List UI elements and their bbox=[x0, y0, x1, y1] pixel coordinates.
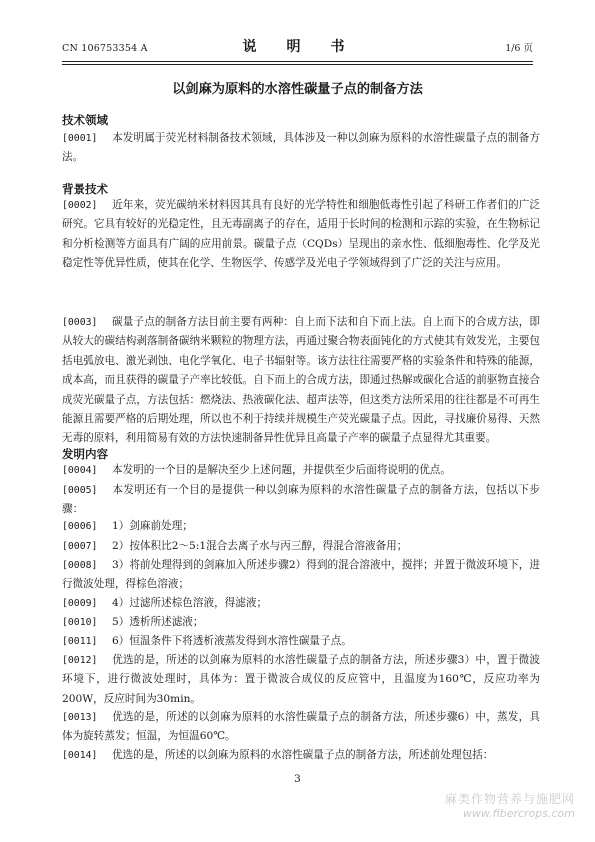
paragraph bbox=[62, 196, 540, 274]
paragraph-text: 本发明属于荧光材料制备技术领域，具体涉及一种以剑麻为原料的水溶性碳量子点的制备方法。 bbox=[62, 132, 540, 164]
paragraph-number: [0014] bbox=[62, 750, 98, 761]
watermark-url: www.fibercrops.com bbox=[462, 807, 575, 820]
paragraph bbox=[62, 481, 540, 520]
section-heading-technical-field: 技术领域 bbox=[62, 113, 108, 127]
paragraph-number: [0010] bbox=[62, 617, 98, 628]
paragraph bbox=[62, 594, 540, 613]
watermark-site-name: 麻类作物营养与施肥网 bbox=[444, 792, 575, 806]
paragraph-number: [0003] bbox=[62, 317, 98, 328]
paragraph-text: 本发明的一个目的是解决至少上述问题，并提供至少后面将说明的优点。 bbox=[112, 464, 451, 476]
page-indicator: 1/6 页 bbox=[505, 43, 533, 54]
paragraph-number: [0002] bbox=[62, 200, 98, 211]
paragraph bbox=[62, 556, 540, 595]
watermark bbox=[445, 790, 575, 820]
paragraph-number: [0009] bbox=[62, 598, 98, 609]
paragraph-number: [0011] bbox=[62, 636, 98, 647]
paragraph bbox=[62, 461, 540, 480]
paragraph-text: 3）将前处理得到的剑麻加入所述步骤2）得到的混合溶液中，搅拌；并置于微波环境下，进行微波处理，得棕色溶液； bbox=[62, 559, 540, 591]
paragraph bbox=[62, 708, 540, 747]
paragraph-text: 近年来，荧光碳纳米材料因其具有良好的光学特性和细胞低毒性引起了科研工作者们的广泛研究。它具有较好的光稳定性，且无毒副离子的存在，适用于长时间的检测和示踪的实验，在生物标记和分析检测等方面具有广阔的应用前景。碳量子点（CQDs）呈现出的亲水性、低细胞毒性、化学及光稳定性等优异性质，使其在化学、生物医学、传感学及光电子学领域得到了广泛的关注与应用。 bbox=[62, 199, 540, 270]
document-title: 以剑麻为原料的水溶性碳量子点的制备方法 bbox=[172, 82, 423, 97]
paragraph bbox=[62, 632, 540, 651]
paragraph-text: 优选的是，所述的以剑麻为原料的水溶性碳量子点的制备方法，所述前处理包括： bbox=[112, 749, 494, 761]
paragraph-text: 2）按体积比2～5:1混合去离子水与丙三醇，得混合溶液备用； bbox=[112, 540, 408, 552]
section-heading-background: 背景技术 bbox=[62, 182, 108, 196]
paragraph-text: 1）剑麻前处理； bbox=[112, 520, 193, 532]
paragraph bbox=[62, 537, 540, 556]
paragraph-number: [0007] bbox=[62, 541, 98, 552]
paragraph-number: [0012] bbox=[62, 655, 98, 666]
paragraph bbox=[62, 746, 540, 765]
paragraph-text: 优选的是，所述的以剑麻为原料的水溶性碳量子点的制备方法，所述步骤3）中，置于微波环境下，进行微波处理时，具体为：置于微波合成仪的反应管中，且温度为160℃，反应功率为200W，反应时间为30min。 bbox=[62, 654, 540, 705]
paragraph-number: [0001] bbox=[62, 133, 98, 144]
document-type: 说 明 书 bbox=[242, 39, 353, 55]
page-header bbox=[62, 34, 533, 60]
paragraph-number: [0013] bbox=[62, 712, 98, 723]
paragraph bbox=[62, 129, 540, 168]
paragraph bbox=[62, 517, 540, 536]
paragraph-text: 优选的是，所述的以剑麻为原料的水溶性碳量子点的制备方法，所述步骤6）中，蒸发，具体为旋转蒸发；恒温，为恒温60℃。 bbox=[62, 711, 540, 743]
paragraph-number: [0005] bbox=[62, 485, 98, 496]
header-rule-bottom bbox=[62, 64, 533, 65]
paragraph-number: [0008] bbox=[62, 560, 98, 571]
paragraph-text: 6）恒温条件下将透析液蒸发得到水溶性碳量子点。 bbox=[112, 635, 352, 647]
paragraph bbox=[62, 613, 540, 632]
page-number: 3 bbox=[294, 773, 301, 785]
paragraph bbox=[62, 651, 540, 709]
paragraph-number: [0004] bbox=[62, 465, 98, 476]
paragraph-text: 碳量子点的制备方法目前主要有两种：自上而下法和自下而上法。自上而下的合成方法，即从较大的碳结构剥落制备碳纳米颗粒的物理方法，再通过聚合物表面钝化的方式使其有效发光，主要包括电弧放电、激光剥蚀、电化学氧化、电子书辐射等。该方法往往需要严格的实验条件和特殊的能源，成本高，而且获得的碳量子产率比较低。自下而上的合成方法，即通过热解或碳化合适的前驱物直接合成荧光碳量子点，方法包括：燃烧法、热液碳化法、超声法等，但这类方法所采用的往往都是不可再生能源且需要严格的后期处理，所以也不利于持续并规模生产荧光碳量子点。因此，寻找廉价易得、天然无毒的原料，利用简易有效的方法快速制备异性优异且高量子产率的碳量子点显得尤其重要。 bbox=[62, 316, 540, 445]
header-rule-top bbox=[62, 61, 533, 62]
document-number: CN 106753354 A bbox=[62, 43, 148, 54]
paragraph-text: 本发明还有一个目的是提供一种以剑麻为原料的水溶性碳量子点的制备方法，包括以下步骤： bbox=[62, 484, 540, 516]
section-heading-invention-content: 发明内容 bbox=[62, 447, 108, 461]
paragraph-text: 4）过滤所述棕色溶液，得滤液； bbox=[112, 597, 268, 609]
paragraph-number: [0006] bbox=[62, 521, 98, 532]
paragraph-text: 5）透析所述滤液； bbox=[112, 616, 204, 628]
paragraph bbox=[62, 313, 540, 449]
